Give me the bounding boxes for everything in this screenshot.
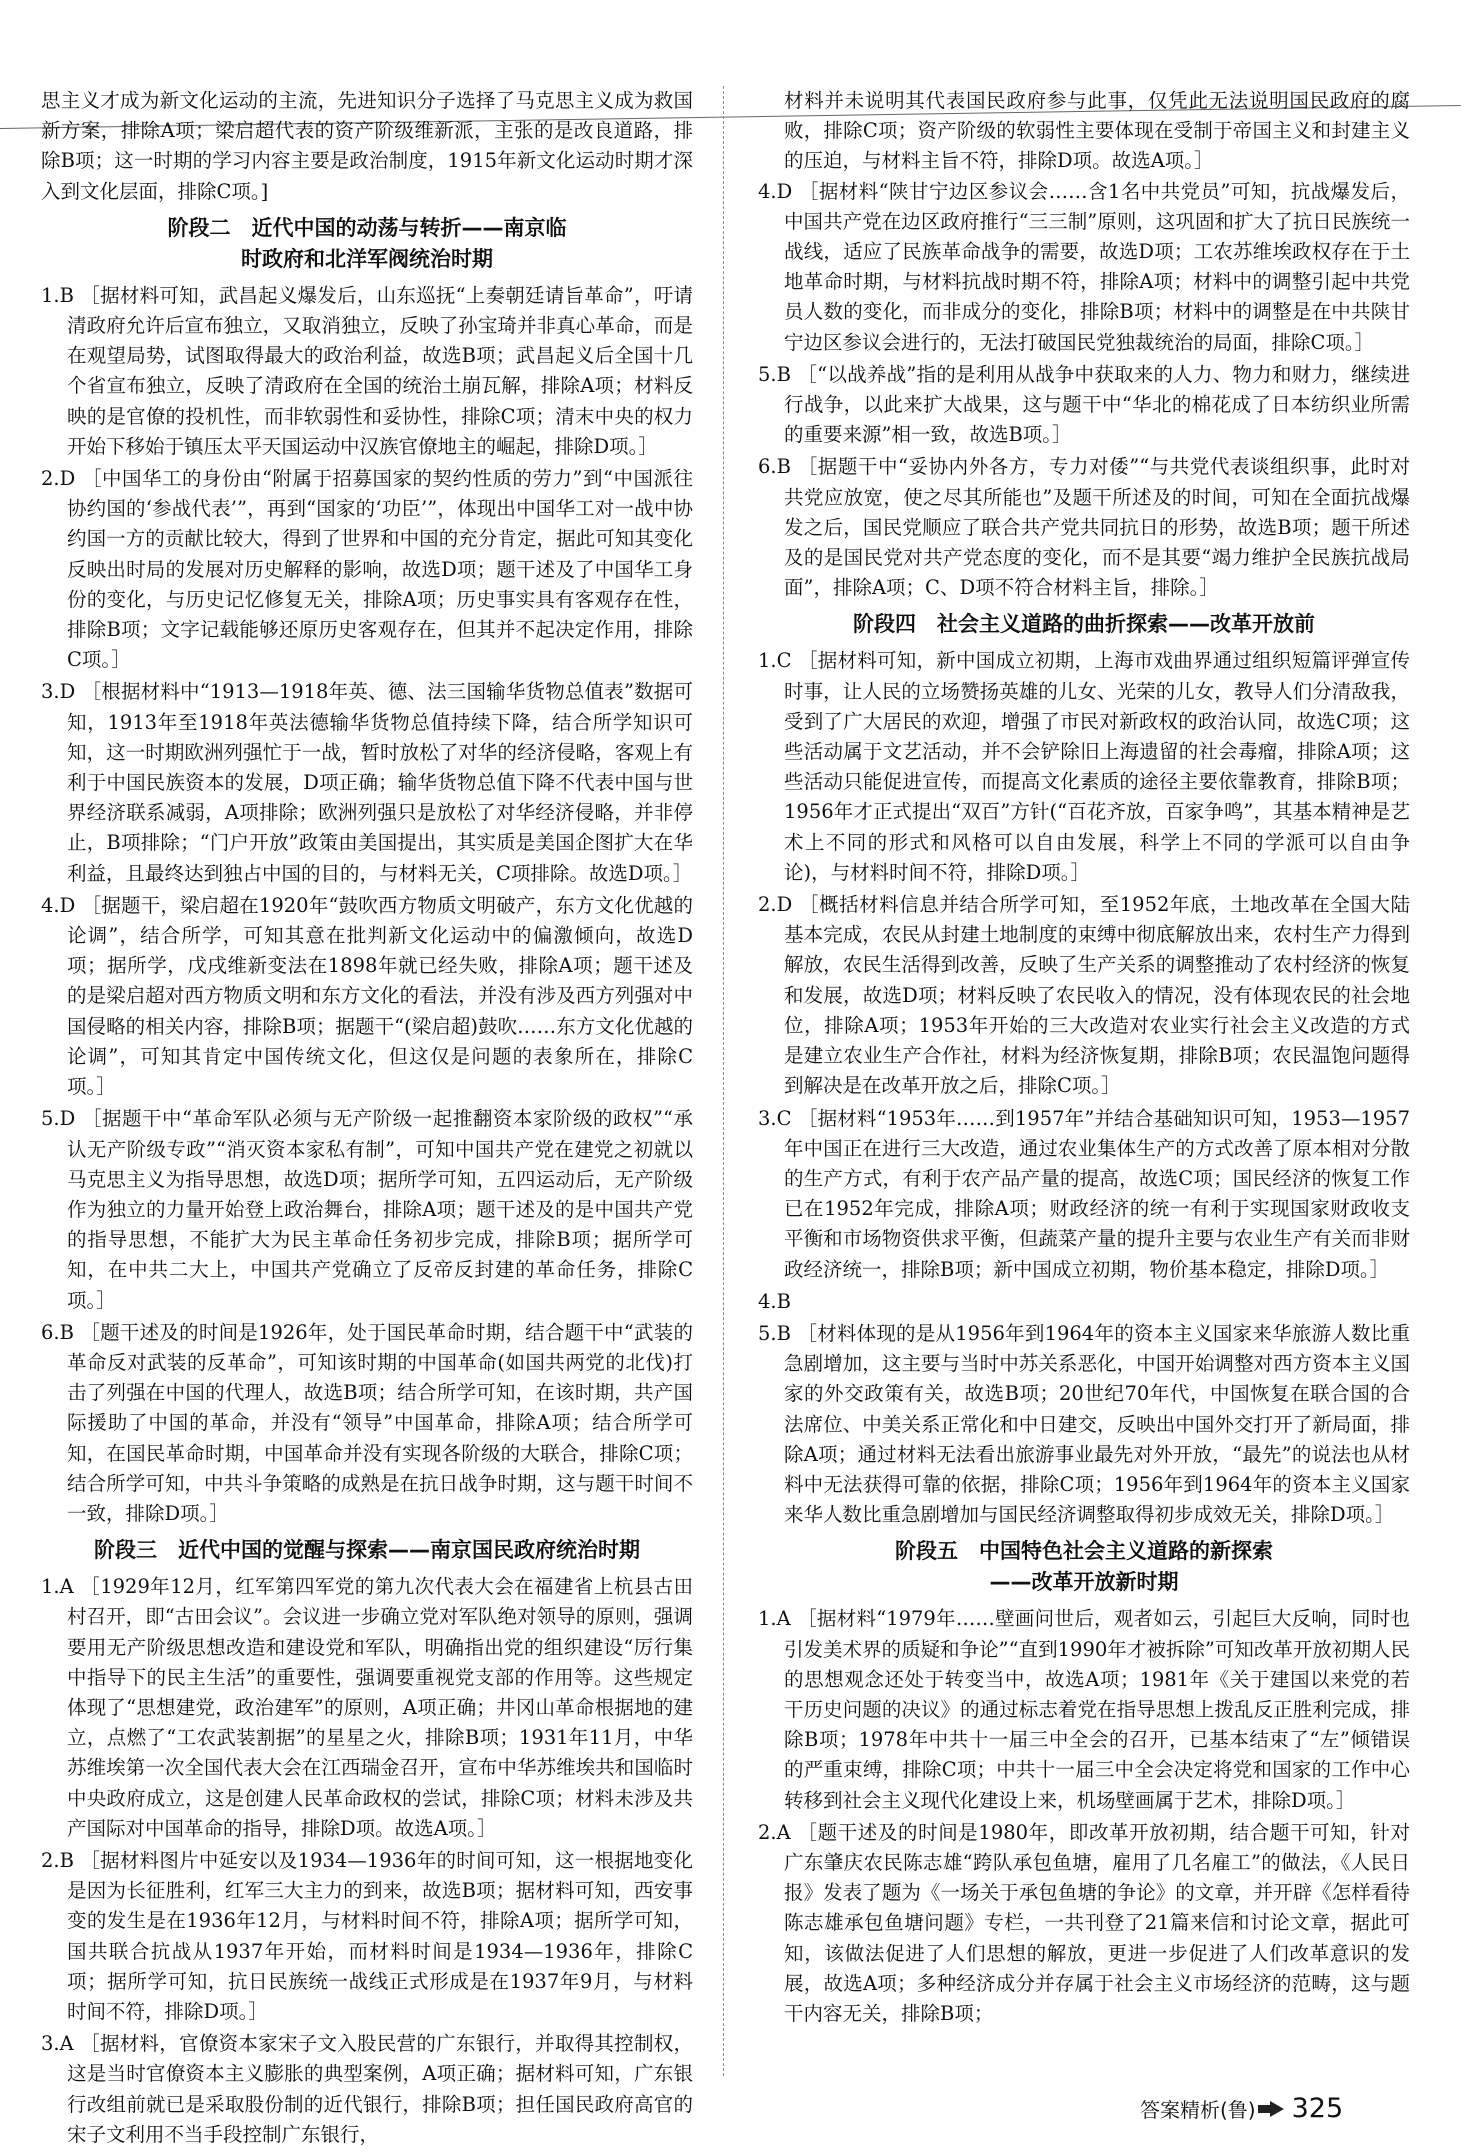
answer-item: 2.D ［概括材料信息并结合所学可知，至1952年底，土地改革在全国大陆基本完成，农民从封建土地制度的束缚中彻底解放出来，农村生产力得到解放，农民生活得到改善，反映了生产关系的调整推动了农村经济的恢复和发展，故选D项；材料反映了农民收入的情况，没有体现农民的社会地位，排除A项；1953年开始的三大改造对农业实行社会主义改造的方式是建立农业生产合作社，材料为经济恢复期，排除B项；农民温饱问题得到解决是在改革开放之后，排除C项。］ — [758, 893, 1410, 1098]
answer-item: 2.D ［中国华工的身份由“附属于招募国家的契约性质的劳力”到“中国派往协约国的‘参战代表’”，再到“国家的‘功臣’”，体现出中国华工对一战中协约国一方的贡献比较大，得到了世界和中国的充分肯定，据此可知其变化反映出时局的发展对历史解释的影响，故选D项；题干述及了中国华工身份的变化，与历史记忆修复无关，排除A项；历史事实具有客观存在性，排除B项；文字记载能够还原历史客观存在，但其并不起决定作用，排除C项。］ — [41, 467, 693, 672]
page-number: 325 — [1291, 2093, 1344, 2124]
stage2-title-line1: 阶段二 近代中国的动荡与转折——南京临 — [167, 215, 567, 240]
answer-item: 4.B — [758, 1289, 791, 1313]
arrow-right-icon — [1270, 2101, 1284, 2117]
continued-paragraph: 材料并未说明其代表国民政府参与此事，仅凭此无法说明国民政府的腐败，排除C项；资产阶级的软弱性主要体现在受制于帝国主义和封建主义的压迫，与材料主旨不符，排除D项。故选A项。］ — [784, 89, 1410, 173]
stage5-title-line2: ——改革开放新时期 — [989, 1570, 1179, 1595]
answer-item: 5.D ［据题干中“革命军队必须与无产阶级一起推翻资本家阶级的政权”“承认无产阶级专政”“消灭资本家私有制”，可知中国共产党在建党之初就以马克思主义为指导思想，故选D项；据所学可知，五四运动后，无产阶级作为独立的力量开始登上政治舞台，排除A项；题干述及的是中国共产党的指导思想，不能扩大为民主革命任务初步完成，排除B项；据所学可知，在中共二大上，中国共产党确立了反帝反封建的革命任务，排除C项。］ — [41, 1107, 693, 1312]
answer-item: 4.D ［据题干，梁启超在1920年“鼓吹西方物质文明破产，东方文化优越的论调”，结合所学，可知其意在批判新文化运动中的偏激倾向，故选D项；据所学，戊戌维新变法在1898年就已经失败，排除A项；题干述及的是梁启超对西方物质文明和东方文化的看法，并没有涉及西方列强对中国侵略的相关内容，排除B项；据题干“(梁启超)鼓吹……东方文化优越的论调”，可知其肯定中国传统文化，但这仅是问题的表象所在，排除C项。］ — [41, 893, 693, 1099]
right-column — [758, 86, 1410, 2031]
left-column — [41, 86, 693, 2152]
answer-item: 5.B ［“以战养战”指的是利用从战争中获取来的人力、物力和财力，继续进行战争，以此来扩大战果，这与题干中“华北的棉花成了日本纺织业所需的重要来源”相一致，故选B项。］ — [758, 362, 1410, 447]
answer-item: 1.A ［1929年12月，红军第四军党的第九次代表大会在福建省上杭县古田村召开，即“古田会议”。会议进一步确立党对军队绝对领导的原则，强调要用无产阶级思想改造和建设党和军队，明确指出党的组织建设“厉行集中指导下的民主生活”的重要性，强调要重视党支部的作用等。这些规定体现了“思想建党，政治建军”的原则，A项正确；井冈山革命根据地的建立，点燃了“工农武装割据”的星星之火，排除B项；1931年11月，中华苏维埃第一次全国代表大会在江西瑞金召开，宣布中华苏维埃共和国临时中央政府成立，这是创建人民革命政权的尝试，排除C项；材料未涉及共产国际对中国革命的指导，排除D项。故选A项。］ — [41, 1575, 693, 1840]
stage3-heading — [41, 1535, 693, 1566]
answer-item: 3.C ［据材料“1953年……到1957年”并结合基础知识可知，1953—1957年中国正在进行三大改造，通过农业集体生产的方式改善了原本相对分散的生产方式，有利于农产品产量的提高，故选C项；国民经济的恢复工作已在1952年完成，排除A项；财政经济的统一有利于实现国家财政收支平衡和市场物资供求平衡，但蔬菜产量的提升主要与农业生产有关而非财政经济统一，排除B项；新中国成立初期，物价基本稳定，排除D项。］ — [758, 1106, 1410, 1281]
answer-item: 3.A ［据材料，官僚资本家宋子文入股民营的广东银行，并取得其控制权，这是当时官僚资本主义膨胀的典型案例，A项正确；据材料可知，广东银行改组前就已是采取股份制的近代银行，排除B项；担任国民政府高官的宋子文利用不当手段控制广东银行， — [41, 2032, 693, 2146]
answer-item: 2.B ［据材料图片中延安以及1934—1936年的时间可知，这一根据地变化是因为长征胜利，红军三大主力的到来，故选B项；据材料可知，西安事变的发生是在1936年12月，与材料时间不符，排除A项；据所学可知，国共联合抗战从1937年开始，而材料时间是1934—1936年，排除C项；据所学可知，抗日民族统一战线正式形成是在1937年9月，与材料时间不符，排除D项。］ — [41, 1848, 693, 2023]
column-divider — [723, 86, 724, 2076]
answer-item: 6.B ［题干述及的时间是1926年，处于国民革命时期，结合题干中“武装的革命反对武装的反革命”，可知该时期的中国革命(如国共两党的北伐)打击了列强在中国的代理人，故选B项；结合所学可知，在该时期，共产国际援助了中国的革命，并没有“领导”中国革命，排除A项；结合所学可知，在国民革命时期，中国革命并没有实现各阶级的大联合，排除C项；结合所学可知，中共斗争策略的成熟是在抗日战争时期，这与题干时间不一致，排除D项。］ — [41, 1320, 693, 1525]
stage4-title: 阶段四 社会主义道路的曲折探索——改革开放前 — [853, 612, 1315, 637]
answer-item: 1.A ［据材料“1979年……壁画问世后，观者如云，引起巨大反响，同时也引发美术界的质疑和争论”“直到1990年才被拆除”可知改革开放初期人民的思想观念还处于转变当中，故选A项；1981年《关于建国以来党的若干历史问题的决议》的通过标志着党在指导思想上拨乱反正胜利完成，排除B项；1978年中共十一届三中全会的召开，已基本结束了“左”倾错误的严重束缚，排除C项；中共十一届三中全会决定将党和国家的工作中心转移到社会主义现代化建设上来，机场壁画属于艺术，排除D项。］ — [758, 1607, 1410, 1812]
stage5-heading — [758, 1536, 1410, 1598]
answer-item: 4.D ［据材料“陕甘宁边区参议会……含1名中共党员”可知，抗战爆发后，中国共产党在边区政府推行“三三制”原则，这巩固和扩大了抗日民族统一战线，适应了民族革命战争的需要，故选D项；工农苏维埃政权存在于土地革命时期，与材料抗战时期不符，排除A项；材料中的调整引起中共党员人数的变化，而非成分的变化，排除B项；材料中的调整是在中共陕甘宁边区参议会进行的，无法打破国民党独裁统治的局面，排除C项。］ — [758, 179, 1410, 354]
stage5-title-line1: 阶段五 中国特色社会主义道路的新探索 — [895, 1539, 1273, 1564]
stage4-heading — [758, 609, 1410, 640]
answer-item: 1.C ［据材料可知，新中国成立初期，上海市戏曲界通过组织短篇评弹宣传时事，让人民的立场赞扬英雄的儿女、光荣的儿女，教导人们分清敌我，受到了广大居民的欢迎，增强了市民对新政权的政治认同，故选C项；这些活动属于文艺活动，并不会铲除旧上海遗留的社会毒瘤，排除A项；这些活动只能促进宣传，而提高文化素质的途径主要依靠教育，排除B项；1956年才正式提出“双百”方针(“百花齐放，百家争鸣”，其基本精神是艺术上不同的形式和风格可以自由发展，科学上不同的学派可以自由争论)，与材料时间不符，排除D项。］ — [758, 649, 1410, 884]
stage2-title-line2: 时政府和北洋军阀统治时期 — [241, 246, 493, 271]
answer-item: 2.A ［题干述及的时间是1980年，即改革开放初期，结合题干可知，针对广东肇庆农民陈志雄“跨队承包鱼塘，雇用了几名雇工”的做法，《人民日报》发表了题为《一场关于承包鱼塘的争论》的文章，并开辟《怎样看待陈志雄承包鱼塘问题》专栏，一共刊登了21篇来信和讨论文章，据此可知，该做法促进了人们思想的解放，更进一步促进了人们改革意识的发展，故选A项；多种经济成分并存属于社会主义市场经济的范畴，这与题干内容无关，排除B项； — [758, 1820, 1410, 2025]
stage2-heading — [41, 213, 693, 275]
answer-item: 6.B ［据题干中“妥协内外各方，专力对倭”“与共党代表谈组织事，此时对共党应放宽，使之尽其所能也”及题干所述及的时间，可知在全面抗战爆发之后，国民党顺应了联合共产党共同抗日的形势，故选B项；题干所述及的是国民党对共产党态度的变化，而不是其要“竭力维护全民族抗战局面”，排除A项；C、D项不符合材料主旨，排除。］ — [758, 455, 1410, 600]
answer-item: 1.B ［据材料可知，武昌起义爆发后，山东巡抚“上奏朝廷请旨革命”，吁请清政府允许后宣布独立，又取消独立，反映了孙宝琦并非真心革命，而是在观望局势，试图取得最大的政治利益，故选B项；武昌起义后全国十几个省宣布独立，反映了清政府在全国的统治土崩瓦解，排除A项；材料反映的是官僚的投机性，而非软弱性和妥协性，排除C项；清末中央的权力开始下移始于镇压太平天国运动中汉族官僚地主的崛起，排除D项。］ — [41, 283, 693, 458]
answer-item: 3.D ［根据材料中“1913—1918年英、德、法三国输华货物总值表”数据可知，1913年至1918年英法德输华货物总值持续下降，结合所学知识可知，这一时期欧洲列强忙于一战，暂时放松了对华的经济侵略，客观上有利于中国民族资本的发展，D项正确；输华货物总值下降不代表中国与世界经济联系减弱，A项排除；欧洲列强只是放松了对华经济侵略，并非停止，B项排除；“门户开放”政策由美国提出，其实质是美国企图扩大在华利益，且最终达到独占中国的目的，与材料无关，C项排除。故选D项。］ — [41, 680, 693, 885]
intro-paragraph: 思主义才成为新文化运动的主流，先进知识分子选择了马克思主义成为救国新方案，排除A项；梁启超代表的资产阶级维新派，主张的是改良道路，排除B项；这一时期的学习内容主要是政治制度，1915年新文化运动时期才深入到文化层面，排除C项。] — [41, 89, 693, 203]
page-footer — [1140, 2093, 1343, 2124]
footer-label: 答案精析(鲁) — [1140, 2098, 1256, 2122]
stage3-title-line1: 阶段三 近代中国的觉醒与探索——南京国民政府统治时期 — [94, 1538, 640, 1563]
answer-item: 5.B ［材料体现的是从1956年到1964年的资本主义国家来华旅游人数比重急剧增加，这主要与当时中苏关系恶化，中国开始调整对西方资本主义国家的外交政策有关，故选B项；20世纪70年代，中国恢复在联合国的合法席位、中美关系正常化和中日建交，反映出中国外交打开了新局面，排除A项；通过材料无法看出旅游事业最先对外开放，“最先”的说法也从材料中无法获得可靠的依据，排除C项；1956年到1964年的资本主义国家来华人数比重急剧增加与国民经济调整取得初步成效无关，排除D项。］ — [758, 1321, 1410, 1527]
